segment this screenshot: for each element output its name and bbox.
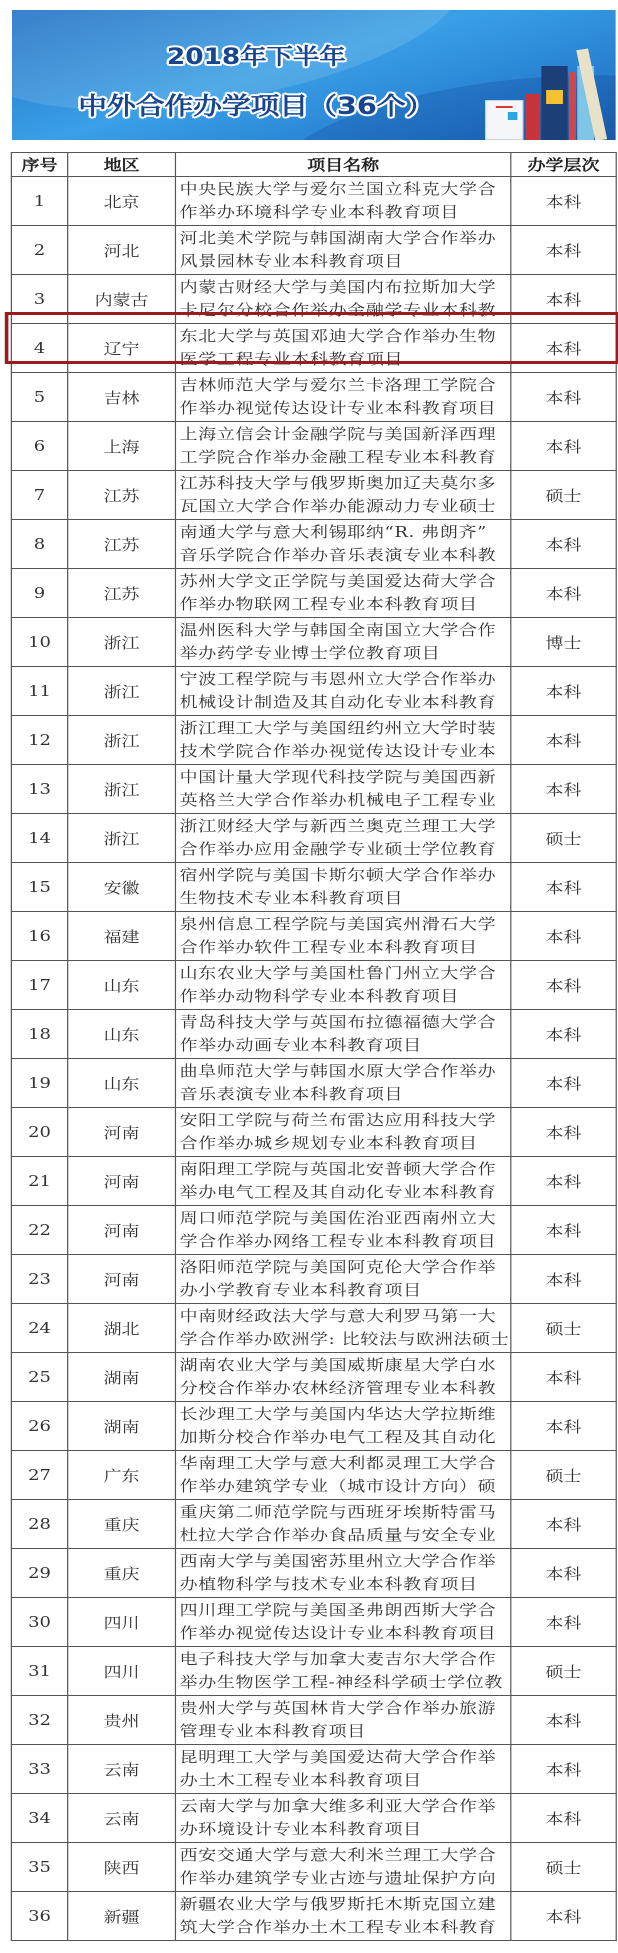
- row-region: 浙江: [68, 667, 176, 716]
- row-project-name: [175, 618, 510, 667]
- table-row: [11, 177, 616, 226]
- table-row: [11, 1157, 616, 1206]
- row-region: 山东: [68, 1059, 176, 1108]
- row-region: 湖北: [68, 1304, 176, 1353]
- header-index: 序号: [11, 153, 67, 177]
- table-row: [11, 961, 616, 1010]
- row-project-name: [175, 765, 510, 814]
- row-region: 四川: [68, 1647, 176, 1696]
- row-index: 13: [11, 765, 67, 814]
- row-project-name: [175, 814, 510, 863]
- project-name-text: 温州医科大学与韩国全南国立大学合作 举办药学专业博士学位教育项目: [179, 621, 497, 662]
- project-name-text: 西南大学与美国密苏里州立大学合作举 办植物科学与技术专业本科教育项目: [179, 1552, 497, 1593]
- project-name-text: 安阳工学院与荷兰布雷达应用科技大学 合作举办城乡规划专业本科教育项目: [179, 1111, 497, 1152]
- row-index: 18: [11, 1010, 67, 1059]
- table-row: [11, 226, 616, 275]
- row-project-name: [175, 1353, 510, 1402]
- row-index: 15: [11, 863, 67, 912]
- row-index: 31: [11, 1647, 67, 1696]
- row-index: 2: [11, 226, 67, 275]
- row-project-name: [175, 1451, 510, 1500]
- project-name-text: 昆明理工大学与美国爱达荷大学合作举 办土木工程专业本科教育项目: [179, 1748, 497, 1789]
- row-region: 江苏: [68, 569, 176, 618]
- row-project-name: [175, 1794, 510, 1843]
- table-row: [11, 520, 616, 569]
- row-region: 河南: [68, 1108, 176, 1157]
- header-level: 办学层次: [511, 153, 616, 177]
- project-name-text: 山东农业大学与美国杜鲁门州立大学合 作举办动物科学专业本科教育项目: [179, 964, 497, 1005]
- project-name-text: 青岛科技大学与英国布拉德福德大学合 作举办动画专业本科教育项目: [179, 1013, 497, 1054]
- table-row: [11, 1304, 616, 1353]
- row-project-name: [175, 1696, 510, 1745]
- row-index: 6: [11, 422, 67, 471]
- table-row: [11, 471, 616, 520]
- row-project-name: [175, 324, 510, 373]
- row-index: 19: [11, 1059, 67, 1108]
- row-region: 北京: [68, 177, 176, 226]
- row-project-name: [175, 961, 510, 1010]
- project-name-text: 华南理工大学与意大利都灵理工大学合 作举办建筑学专业（城市设计方向）硕: [179, 1454, 497, 1495]
- row-level: 硕士: [511, 471, 616, 520]
- table-row: [11, 1843, 616, 1892]
- row-index: 7: [11, 471, 67, 520]
- row-index: 16: [11, 912, 67, 961]
- table-row: [11, 765, 616, 814]
- project-name-text: 苏州大学文正学院与美国爱达荷大学合 作举办物联网工程专业本科教育项目: [179, 572, 497, 613]
- project-name-text: 云南大学与加拿大维多利亚大学合作举 办环境设计专业本科教育项目: [179, 1797, 497, 1838]
- row-level: 本科: [511, 1157, 616, 1206]
- row-index: 4: [11, 324, 67, 373]
- table-row: [11, 1598, 616, 1647]
- row-project-name: [175, 1402, 510, 1451]
- row-region: 浙江: [68, 814, 176, 863]
- table-row: [11, 1010, 616, 1059]
- row-region: 广东: [68, 1451, 176, 1500]
- project-name-text: 洛阳师范学院与美国阿克伦大学合作举 办小学教育专业本科教育项目: [179, 1258, 497, 1299]
- row-project-name: [175, 667, 510, 716]
- banner-title-line2: 中外合作办学项目（36个）: [78, 92, 435, 120]
- row-level: 本科: [511, 1745, 616, 1794]
- row-project-name: [175, 1059, 510, 1108]
- row-region: 山东: [68, 961, 176, 1010]
- row-level: 本科: [511, 1794, 616, 1843]
- row-region: 河南: [68, 1206, 176, 1255]
- row-index: 35: [11, 1843, 67, 1892]
- row-region: 河北: [68, 226, 176, 275]
- row-project-name: [175, 471, 510, 520]
- table-row: [11, 1353, 616, 1402]
- row-region: 辽宁: [68, 324, 176, 373]
- row-index: 14: [11, 814, 67, 863]
- table-row: [11, 1500, 616, 1549]
- row-project-name: [175, 1157, 510, 1206]
- row-project-name: [175, 1549, 510, 1598]
- row-index: 26: [11, 1402, 67, 1451]
- project-name-text: 南阳理工学院与英国北安普顿大学合作 举办电气工程及其自动化专业本科教育: [179, 1160, 497, 1201]
- row-index: 25: [11, 1353, 67, 1402]
- row-region: 浙江: [68, 618, 176, 667]
- table-row: [11, 716, 616, 765]
- row-index: 5: [11, 373, 67, 422]
- row-level: 本科: [511, 275, 616, 324]
- row-project-name: [175, 1206, 510, 1255]
- row-level: 本科: [511, 373, 616, 422]
- row-project-name: [175, 1304, 510, 1353]
- table-row: [11, 1647, 616, 1696]
- row-index: 27: [11, 1451, 67, 1500]
- row-level: 本科: [511, 177, 616, 226]
- row-project-name: [175, 373, 510, 422]
- row-level: 本科: [511, 716, 616, 765]
- row-level: 硕士: [511, 1843, 616, 1892]
- header-banner: [12, 10, 616, 140]
- row-level: 本科: [511, 1059, 616, 1108]
- row-index: 8: [11, 520, 67, 569]
- row-index: 21: [11, 1157, 67, 1206]
- table-row: [11, 814, 616, 863]
- row-region: 云南: [68, 1794, 176, 1843]
- project-name-text: 湖南农业大学与美国威斯康星大学白水 分校合作举办农林经济管理专业本科教: [179, 1356, 497, 1397]
- row-level: 本科: [511, 1206, 616, 1255]
- row-project-name: [175, 275, 510, 324]
- project-name-text: 西安交通大学与意大利米兰理工大学合 作举办建筑学专业古迹与遗址保护方向: [179, 1846, 497, 1887]
- project-name-text: 东北大学与英国邓迪大学合作举办生物 医学工程专业本科教育项目: [179, 327, 497, 368]
- row-level: 本科: [511, 961, 616, 1010]
- project-name-text: 长沙理工大学与美国内华达大学拉斯维 加斯分校合作举办电气工程及其自动化: [179, 1405, 497, 1446]
- row-index: 33: [11, 1745, 67, 1794]
- row-project-name: [175, 1745, 510, 1794]
- row-index: 36: [11, 1892, 67, 1941]
- row-index: 17: [11, 961, 67, 1010]
- project-name-text: 中国计量大学现代科技学院与美国西新 英格兰大学合作举办机械电子工程专业: [179, 768, 497, 809]
- row-level: 硕士: [511, 814, 616, 863]
- row-region: 山东: [68, 1010, 176, 1059]
- row-region: 新疆: [68, 1892, 176, 1941]
- row-project-name: [175, 1892, 510, 1941]
- row-region: 四川: [68, 1598, 176, 1647]
- row-level: 硕士: [511, 1451, 616, 1500]
- row-level: 本科: [511, 1010, 616, 1059]
- row-index: 22: [11, 1206, 67, 1255]
- row-project-name: [175, 226, 510, 275]
- row-level: 本科: [511, 1500, 616, 1549]
- table-row: [11, 1549, 616, 1598]
- row-level: 硕士: [511, 1647, 616, 1696]
- table-row: [11, 275, 616, 324]
- row-project-name: [175, 716, 510, 765]
- row-index: 29: [11, 1549, 67, 1598]
- row-region: 湖南: [68, 1402, 176, 1451]
- row-region: 重庆: [68, 1549, 176, 1598]
- table-row: [11, 1696, 616, 1745]
- project-name-text: 新疆农业大学与俄罗斯托木斯克国立建 筑大学合作举办土木工程专业本科教育: [179, 1895, 497, 1936]
- row-region: 贵州: [68, 1696, 176, 1745]
- table-row: [11, 863, 616, 912]
- row-region: 吉林: [68, 373, 176, 422]
- row-project-name: [175, 863, 510, 912]
- table-row: [11, 422, 616, 471]
- project-name-text: 泉州信息工程学院与美国宾州滑石大学 合作举办软件工程专业本科教育项目: [179, 915, 497, 956]
- table-row: [11, 324, 616, 373]
- header-region: 地区: [68, 153, 176, 177]
- header-project-name: 项目名称: [175, 153, 510, 177]
- row-index: 9: [11, 569, 67, 618]
- row-level: 本科: [511, 1402, 616, 1451]
- project-name-text: 四川理工学院与美国圣弗朗西斯大学合 作举办视觉传达设计专业本科教育项目: [179, 1601, 497, 1642]
- table-row: [11, 1402, 616, 1451]
- table-row: [11, 569, 616, 618]
- row-level: 本科: [511, 422, 616, 471]
- row-index: 12: [11, 716, 67, 765]
- row-index: 3: [11, 275, 67, 324]
- projects-table: [11, 152, 617, 1941]
- project-name-text: 中南财经政法大学与意大利罗马第一大 学合作举办欧洲学: 比较法与欧洲法硕士: [179, 1307, 510, 1348]
- row-project-name: [175, 520, 510, 569]
- project-name-text: 宁波工程学院与韦恩州立大学合作举办 机械设计制造及其自动化专业本科教育: [179, 670, 497, 711]
- row-project-name: [175, 1108, 510, 1157]
- row-region: 内蒙古: [68, 275, 176, 324]
- table-row: [11, 1206, 616, 1255]
- row-level: 本科: [511, 863, 616, 912]
- row-project-name: [175, 1598, 510, 1647]
- row-index: 28: [11, 1500, 67, 1549]
- row-level: 本科: [511, 1108, 616, 1157]
- row-project-name: [175, 569, 510, 618]
- row-index: 30: [11, 1598, 67, 1647]
- row-region: 上海: [68, 422, 176, 471]
- row-level: 本科: [511, 324, 616, 373]
- row-region: 陕西: [68, 1843, 176, 1892]
- row-level: 硕士: [511, 1304, 616, 1353]
- row-region: 河南: [68, 1157, 176, 1206]
- project-name-text: 贵州大学与英国林肯大学合作举办旅游 管理专业本科教育项目: [179, 1699, 497, 1740]
- row-region: 浙江: [68, 716, 176, 765]
- row-index: 23: [11, 1255, 67, 1304]
- row-level: 本科: [511, 1598, 616, 1647]
- row-region: 江苏: [68, 471, 176, 520]
- table-row: [11, 1451, 616, 1500]
- row-level: 本科: [511, 1696, 616, 1745]
- row-level: 博士: [511, 618, 616, 667]
- table-row: [11, 1745, 616, 1794]
- row-level: 本科: [511, 912, 616, 961]
- row-region: 安徽: [68, 863, 176, 912]
- row-level: 本科: [511, 1549, 616, 1598]
- row-region: 福建: [68, 912, 176, 961]
- row-project-name: [175, 177, 510, 226]
- table-row: [11, 912, 616, 961]
- row-project-name: [175, 1647, 510, 1696]
- project-name-text: 重庆第二师范学院与西班牙埃斯特雷马 杜拉大学合作举办食品质量与安全专业: [179, 1503, 497, 1544]
- table-row: [11, 1794, 616, 1843]
- row-region: 浙江: [68, 765, 176, 814]
- project-name-text: 浙江理工大学与美国纽约州立大学时装 技术学院合作举办视觉传达设计专业本: [179, 719, 497, 760]
- project-name-text: 河北美术学院与韩国湖南大学合作举办 风景园林专业本科教育项目: [179, 229, 497, 270]
- table-row: [11, 618, 616, 667]
- row-level: 本科: [511, 569, 616, 618]
- project-name-text: 吉林师范大学与爱尔兰卡洛理工学院合 作举办视觉传达设计专业本科教育项目: [179, 376, 497, 417]
- row-region: 云南: [68, 1745, 176, 1794]
- table-row: [11, 1108, 616, 1157]
- row-level: 本科: [511, 1892, 616, 1941]
- row-index: 24: [11, 1304, 67, 1353]
- row-project-name: [175, 1010, 510, 1059]
- banner-title-line1: 2018年下半年: [166, 45, 346, 70]
- row-project-name: [175, 1255, 510, 1304]
- project-name-text: 电子科技大学与加拿大麦吉尔大学合作 举办生物医学工程-神经科学硕士学位教: [179, 1650, 504, 1691]
- row-index: 20: [11, 1108, 67, 1157]
- row-level: 本科: [511, 667, 616, 716]
- books-illustration-icon: [485, 48, 616, 140]
- row-region: 河南: [68, 1255, 176, 1304]
- row-level: 本科: [511, 765, 616, 814]
- table-row: [11, 373, 616, 422]
- project-name-text: 曲阜师范大学与韩国水原大学合作举办 音乐表演专业本科教育项目: [179, 1062, 497, 1103]
- row-project-name: [175, 1500, 510, 1549]
- project-name-text: 周口师范学院与美国佐治亚西南州立大 学合作举办网络工程专业本科教育项目: [179, 1209, 497, 1250]
- table-row: [11, 667, 616, 716]
- row-index: 32: [11, 1696, 67, 1745]
- project-name-text: 江苏科技大学与俄罗斯奥加辽夫莫尔多 瓦国立大学合作举办能源动力专业硕士: [179, 474, 497, 515]
- row-region: 重庆: [68, 1500, 176, 1549]
- table-row: [11, 1255, 616, 1304]
- row-level: 本科: [511, 226, 616, 275]
- project-name-text: 宿州学院与美国卡斯尔顿大学合作举办 生物技术专业本科教育项目: [179, 866, 497, 907]
- project-name-text: 内蒙古财经大学与美国内布拉斯加大学 卡尼尔分校合作举办金融学专业本科教: [179, 278, 497, 319]
- row-index: 1: [11, 177, 67, 226]
- row-project-name: [175, 912, 510, 961]
- table-row: [11, 1892, 616, 1941]
- row-level: 本科: [511, 1255, 616, 1304]
- row-region: 湖南: [68, 1353, 176, 1402]
- row-project-name: [175, 1843, 510, 1892]
- row-project-name: [175, 422, 510, 471]
- project-name-text: 上海立信会计金融学院与美国新泽西理 工学院合作举办金融工程专业本科教育: [179, 425, 497, 466]
- project-name-text: 南通大学与意大利锡耶纳“R. 弗朗齐” 音乐学院合作举办音乐表演专业本科教: [179, 523, 497, 564]
- row-level: 本科: [511, 1353, 616, 1402]
- row-level: 本科: [511, 520, 616, 569]
- row-index: 11: [11, 667, 67, 716]
- row-region: 江苏: [68, 520, 176, 569]
- row-index: 10: [11, 618, 67, 667]
- project-name-text: 浙江财经大学与新西兰奥克兰理工大学 合作举办应用金融学专业硕士学位教育: [179, 817, 497, 858]
- row-index: 34: [11, 1794, 67, 1843]
- table-row: [11, 1059, 616, 1108]
- project-name-text: 中央民族大学与爱尔兰国立科克大学合 作举办环境科学专业本科教育项目: [179, 180, 497, 221]
